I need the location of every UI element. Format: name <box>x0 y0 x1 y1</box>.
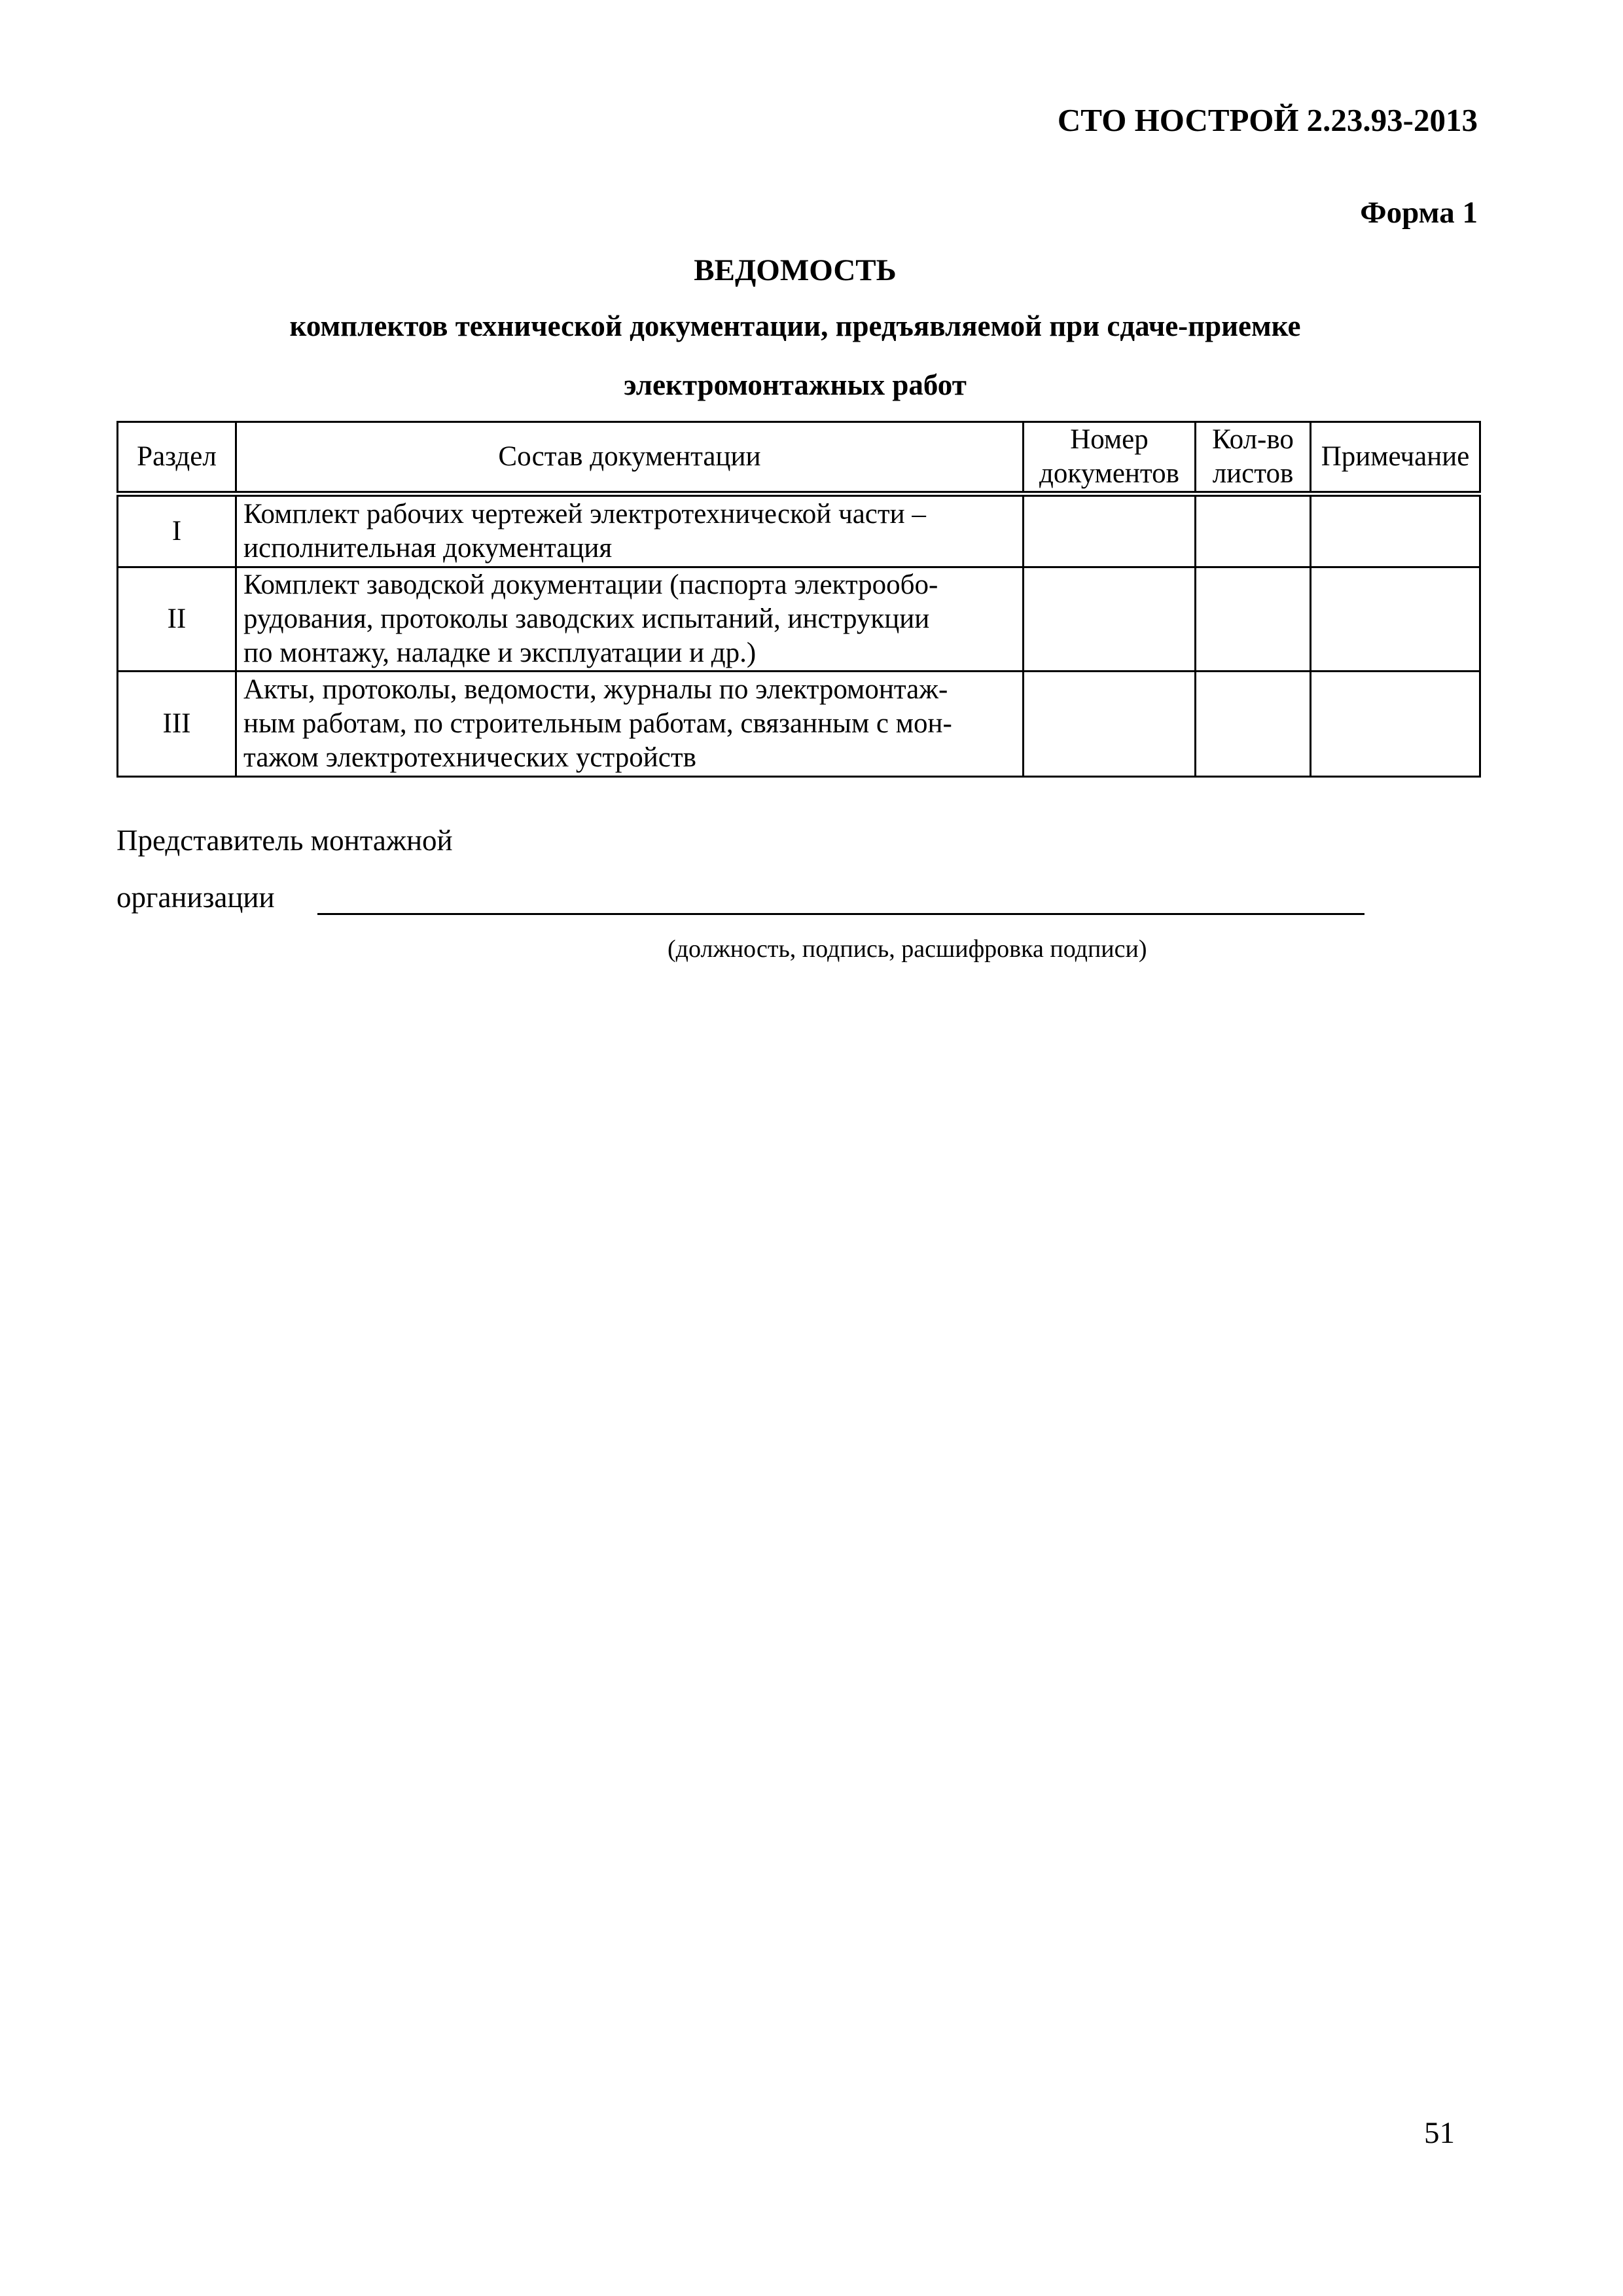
table-row <box>118 672 1480 777</box>
table-header-row <box>118 422 1480 494</box>
document-code: СТО НОСТРОЙ 2.23.93-2013 <box>1057 102 1478 138</box>
row-sheets <box>1196 567 1311 672</box>
signature-hint: (должность, подпись, расшифровка подписи) <box>668 935 1147 963</box>
row-section: III <box>118 672 236 777</box>
row-text-line: ным работам, по строительным работам, связанным с мон- <box>243 708 952 739</box>
row-section: I <box>118 494 236 567</box>
header-doc-number-line-2: документов <box>1039 458 1179 489</box>
header-composition: Состав документации <box>236 422 1024 494</box>
header-sheets-line-2: листов <box>1212 458 1294 489</box>
header-note: Примечание <box>1311 422 1480 494</box>
row-composition <box>236 494 1024 567</box>
header-section: Раздел <box>118 422 236 494</box>
signature-field-line <box>317 913 1364 915</box>
header-sheets <box>1196 422 1311 494</box>
representative-label-line-2: организации <box>116 881 275 914</box>
header-doc-number-line-1: Номер <box>1070 424 1149 455</box>
header-sheets-line-1: Кол-во <box>1212 424 1294 455</box>
table-row <box>118 494 1480 567</box>
documentation-table <box>116 421 1481 778</box>
row-sheets <box>1196 494 1311 567</box>
form-number: Форма 1 <box>1360 196 1478 230</box>
row-text-line: Комплект рабочих чертежей электротехнической части – <box>243 499 926 529</box>
row-composition <box>236 672 1024 777</box>
document-subtitle-line-2: электромонтажных работ <box>624 368 967 401</box>
document-subtitle-line-1: комплектов технической документации, предъявляемой при сдаче-приемке <box>289 310 1301 342</box>
page-number: 51 <box>1424 2116 1455 2150</box>
row-sheets <box>1196 672 1311 777</box>
row-section: II <box>118 567 236 672</box>
document-title: ВЕДОМОСТЬ <box>694 253 897 287</box>
row-text-line: по монтажу, наладке и эксплуатации и др.) <box>243 637 757 668</box>
row-text-line: Комплект заводской документации (паспорта электрообо- <box>243 569 938 600</box>
row-text-line: тажом электротехнических устройств <box>243 742 696 773</box>
row-text-line: Акты, протоколы, ведомости, журналы по электромонтаж- <box>243 674 948 705</box>
row-doc-number <box>1024 567 1196 672</box>
row-doc-number <box>1024 672 1196 777</box>
row-note <box>1311 494 1480 567</box>
table-row <box>118 567 1480 672</box>
row-text-line: рудования, протоколы заводских испытаний, инструкции <box>243 603 930 634</box>
header-doc-number <box>1024 422 1196 494</box>
row-text-line: исполнительная документация <box>243 533 613 564</box>
representative-label-line-1: Представитель монтажной <box>116 824 453 857</box>
row-composition <box>236 567 1024 672</box>
row-note <box>1311 672 1480 777</box>
row-doc-number <box>1024 494 1196 567</box>
row-note <box>1311 567 1480 672</box>
